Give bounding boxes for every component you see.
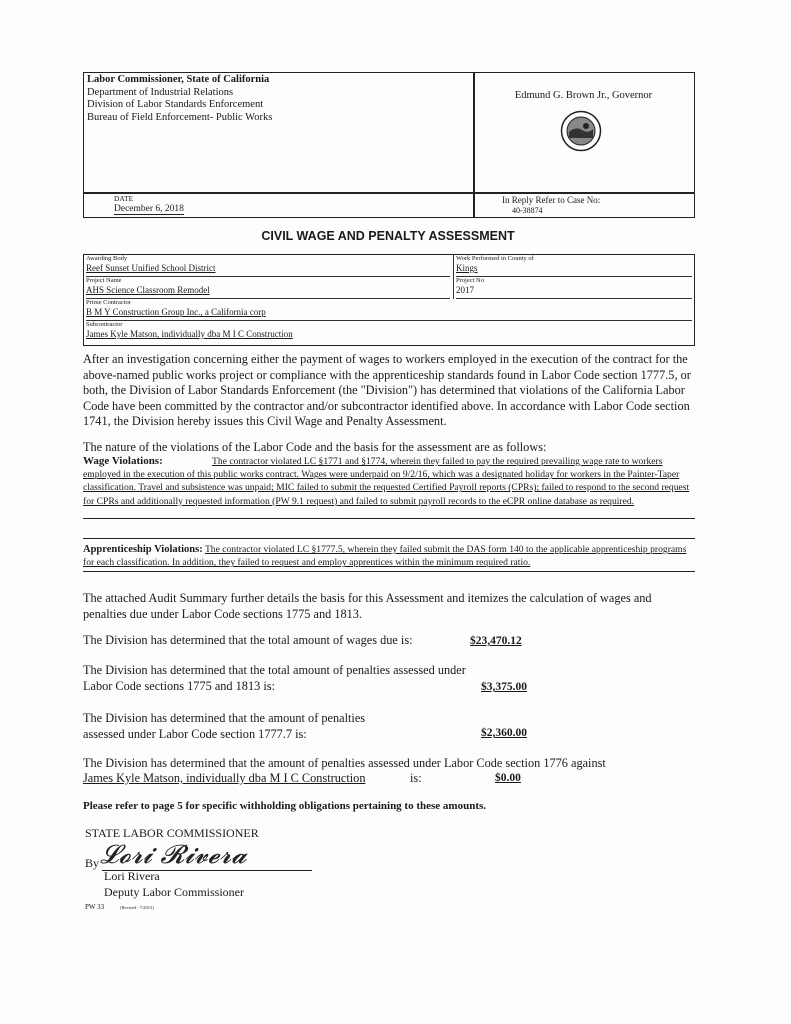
department: Department of Industrial Relations [87,86,234,98]
signature-heading: STATE LABOR COMMISSIONER [85,826,259,840]
penalties-1776-is: is: [410,771,422,785]
penalties-1775-amount: $3,375.00 [481,681,527,693]
penalties-1777-amount: $2,360.00 [481,727,527,739]
penalties-1776-amount: $0.00 [495,772,521,784]
awarding-body: Reef Sunset Unified School District [86,263,216,273]
apprenticeship-label: Apprenticeship Violations: [83,544,203,555]
county: Kings [456,263,478,273]
penalties-1775-text: The Division has determined that the total amount of penalties assessed under Labor Code sections 1775 and 1813 is: [83,663,466,693]
audit-summary: The attached Audit Summary further details the basis for this Assessment and itemizes the calculation of wages and penalties due under Labor Code sections 1775 and 1813. [83,591,652,621]
withholding-note: Please refer to page 5 for specific withholding obligations pertaining to these amounts. [83,800,487,812]
penalties-1777-text: The Division has determined that the amount of penalties assessed under Labor Code section 1777.7 is: [83,711,366,741]
form-revision: (Revised - 7/2013) [120,905,154,910]
date: December 6, 2018 [114,204,184,214]
project-no: 2017 [456,285,474,295]
page-title: CIVIL WAGE AND PENALTY ASSESSMENT [261,229,515,243]
apprenticeship-text: The contractor violated LC §1777.5, wherein they failed submit the DAS form 140 to the applicable apprenticeship programs for each classification. In addition, they failed to request and employ apprentices within the minimum required ratio. [83,544,687,569]
case-number: 40-38874 [512,206,543,215]
wages-due-text: The Division has determined that the total amount of wages due is: [83,633,413,647]
intro-paragraph: After an investigation concerning either the payment of wages to workers employed in the execution of the contract for the above-named public works project or compliance with the apprenticeship standards found in Labor Code section 1777.5, or both, the Division of Labor Standards Enforcement (the "Division") has determined that violations of the California Labor Code have been committed by the contractor and/or subcontractor identified above. In accordance with Labor Code section 1741, the Division hereby issues this Civil Wage and Penalty Assessment. [83,352,691,428]
awarding-body-label: Awarding Body [86,255,128,262]
nature-heading: The nature of the violations of the Labor Code and the basis for the assessment are as follows: [83,440,547,454]
date-label: DATE [114,194,134,203]
division: Division of Labor Standards Enforcement [87,99,264,110]
wage-violations-label: Wage Violations: [83,455,163,467]
prime-contractor-label: Prime Contractor [86,299,131,306]
subcontractor-label: Subcontractor [86,321,123,328]
signer-name: Lori Rivera [104,869,160,883]
project-name-label: Project Name [86,277,122,284]
signature-image: 𝓛𝓸𝓻𝓲 𝓡𝓲𝓿𝓮𝓻𝓪 [100,840,247,870]
penalties-1776-text: The Division has determined that the amount of penalties assessed under Labor Code section 1776 against [83,756,606,770]
penalties-1776-party: James Kyle Matson, individually dba M I C Construction [83,771,366,785]
form-number: PW 33 [85,903,105,911]
subcontractor: James Kyle Matson, individually dba M I C Construction [86,329,293,339]
case-label: In Reply Refer to Case No: [502,195,601,205]
project-no-label: Project No [456,277,484,284]
governor: Edmund G. Brown Jr., Governor [514,90,653,101]
state-seal-icon [560,110,602,152]
project-name: AHS Science Classroom Remodel [86,285,210,295]
agency-name: Labor Commissioner, State of California [87,74,270,85]
header-box [83,72,695,218]
project-info-table [83,254,695,346]
signature-by: By [85,856,100,870]
wages-due-amount: $23,470.12 [470,635,522,647]
wage-violations-text: The contractor violated LC §1771 and §1774, wherein they failed to pay the required prevailing wage rate to workers employed in the execution of this public works contract. Wages were underpaid on 9/2/16, which was a designated holiday for workers in the Painter-Taper classification. Travel and subsistence was unpaid; MIC failed to submit the requested Certified Payroll reports (CPRs); failed to respond to the second request for CPRs and additionally requested information (PW 9.1 request) and failed to submit payroll records to the eCPR online database as required. [83,456,690,507]
agency-block [87,74,272,124]
bureau: Bureau of Field Enforcement- Public Works [87,111,273,123]
prime-contractor: B M Y Construction Group Inc., a California corp [86,307,266,317]
signer-role: Deputy Labor Commissioner [104,885,244,899]
apprenticeship-violations [83,538,695,572]
wage-violations [83,455,695,519]
county-label: Work Performed in County of [456,255,534,262]
